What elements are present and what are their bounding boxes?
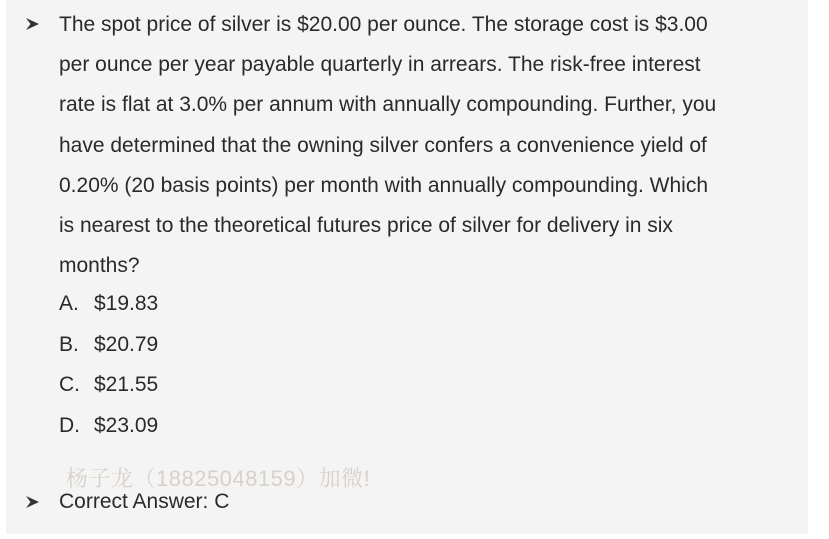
option-letter: A. [59,292,79,315]
option-list [59,284,158,446]
option-letter: C. [59,373,80,396]
arrow-bullet-icon [25,495,40,509]
watermark: 杨子龙（18825048159）加微! [66,466,371,491]
option-letter: D. [59,413,80,437]
option-value: $20.79 [94,332,159,356]
arrow-bullet-icon [25,17,40,31]
question-text: The spot price of silver is $20.00 per ounce. The storage cost is $3.00 per ounce per year payable quarterly in arrears. The risk-free interest rate is flat at 3.0% per annum with annually compounding. Further, you have determined that the owning silver confers a convenience yield of 0.20% (20 basis points) per month with annually compounding. Which is nearest to the theoretical futures price of silver for delivery in six months? [59,13,717,278]
option-a [59,284,158,325]
option-b [59,325,158,366]
option-letter: B. [59,332,79,356]
question-panel [6,0,808,534]
option-value: $23.09 [94,413,159,437]
option-c [59,365,158,406]
option-value: $21.55 [94,373,159,396]
option-d [59,406,158,447]
option-value: $19.83 [94,292,159,315]
correct-answer: Correct Answer: C [59,490,230,513]
